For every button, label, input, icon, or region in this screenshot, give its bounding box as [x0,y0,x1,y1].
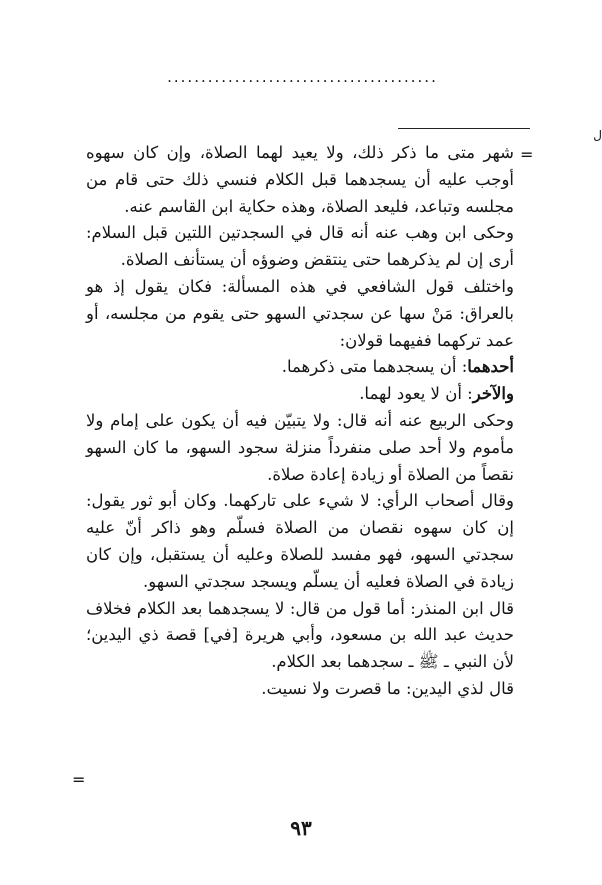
opinion-first-label: أحدهما [467,357,514,377]
footnote-separator-rule [398,128,530,129]
paragraph-5: وقال أصحاب الرأي: لا شيء على تاركهما. وكان أبو ثور يقول: إن كان سهوه نقصان من الصلاة فسلّم وهو ذاكر أنّ عليه سجدتي السهو، فهو مفسد للصلاة وعليه أن يستقبل، وإن كان زيادة في الصلاة فعليه أن يسلّم ويسجد سجدتي السهو. [86,491,514,591]
continuation-mark-top: = [520,145,534,164]
paragraph-3: واختلف قول الشافعي في هذه المسألة: فكان يقول إذ هو بالعراق: مَنْ سها عن سجدتي السهو حتى يقوم من مجلسه، أو عمد تركهما ففيهما قولان: [86,276,514,350]
paragraph-7: قال لذي اليدين: ما قصرت ولا نسيت. [261,678,514,698]
paragraph-6: قال ابن المنذر: أما قول من قال: لا يسجدهما بعد الكلام فخلاف حديث عبد الله بن مسعود، وأبي هريرة [في] قصة ذي اليدين؛ لأن النبي ـ ﷺ ـ سجدهما بعد الكلام. [86,598,514,672]
header-dotted-rule: ........................................ [167,68,438,86]
opinion-second [86,381,514,408]
page-number: ٩٣ [290,816,312,840]
opinion-first [86,354,514,381]
opinion-first-text: : أن يسجدهما متى ذكرهما. [281,357,468,377]
margin-glyph: ل [593,128,602,142]
main-text-block [86,140,514,703]
continuation-mark-bottom: = [72,770,86,789]
opinion-second-text: : أن لا يعود لهما. [359,384,473,404]
paragraph-1: شهر متى ما ذكر ذلك، ولا يعيد لهما الصلاة، وإن كان سهوه أوجب عليه أن يسجدهما قبل الكلام فنسي ذلك حتى قام من مجلسه وتباعد، فليعد الصلاة، وهذه حكاية ابن القاسم عنه. [86,143,514,216]
paragraph-4: وحكى الربيع عنه أنه قال: ولا يتبيّن فيه أن يكون على إمام ولا مأموم ولا أحد صلى منفرداً منزلة سجود السهو، ما كان السهو نقصاً من الصلاة أو زيادة إعادة صلاة. [86,410,514,484]
opinion-second-label: والآخر [472,384,514,404]
paragraph-2: وحكى ابن وهب عنه أنه قال في السجدتين اللتين قبل السلام: أرى إن لم يذكرهما حتى ينتقض وضوؤه أن يستأنف الصلاة. [86,223,514,270]
